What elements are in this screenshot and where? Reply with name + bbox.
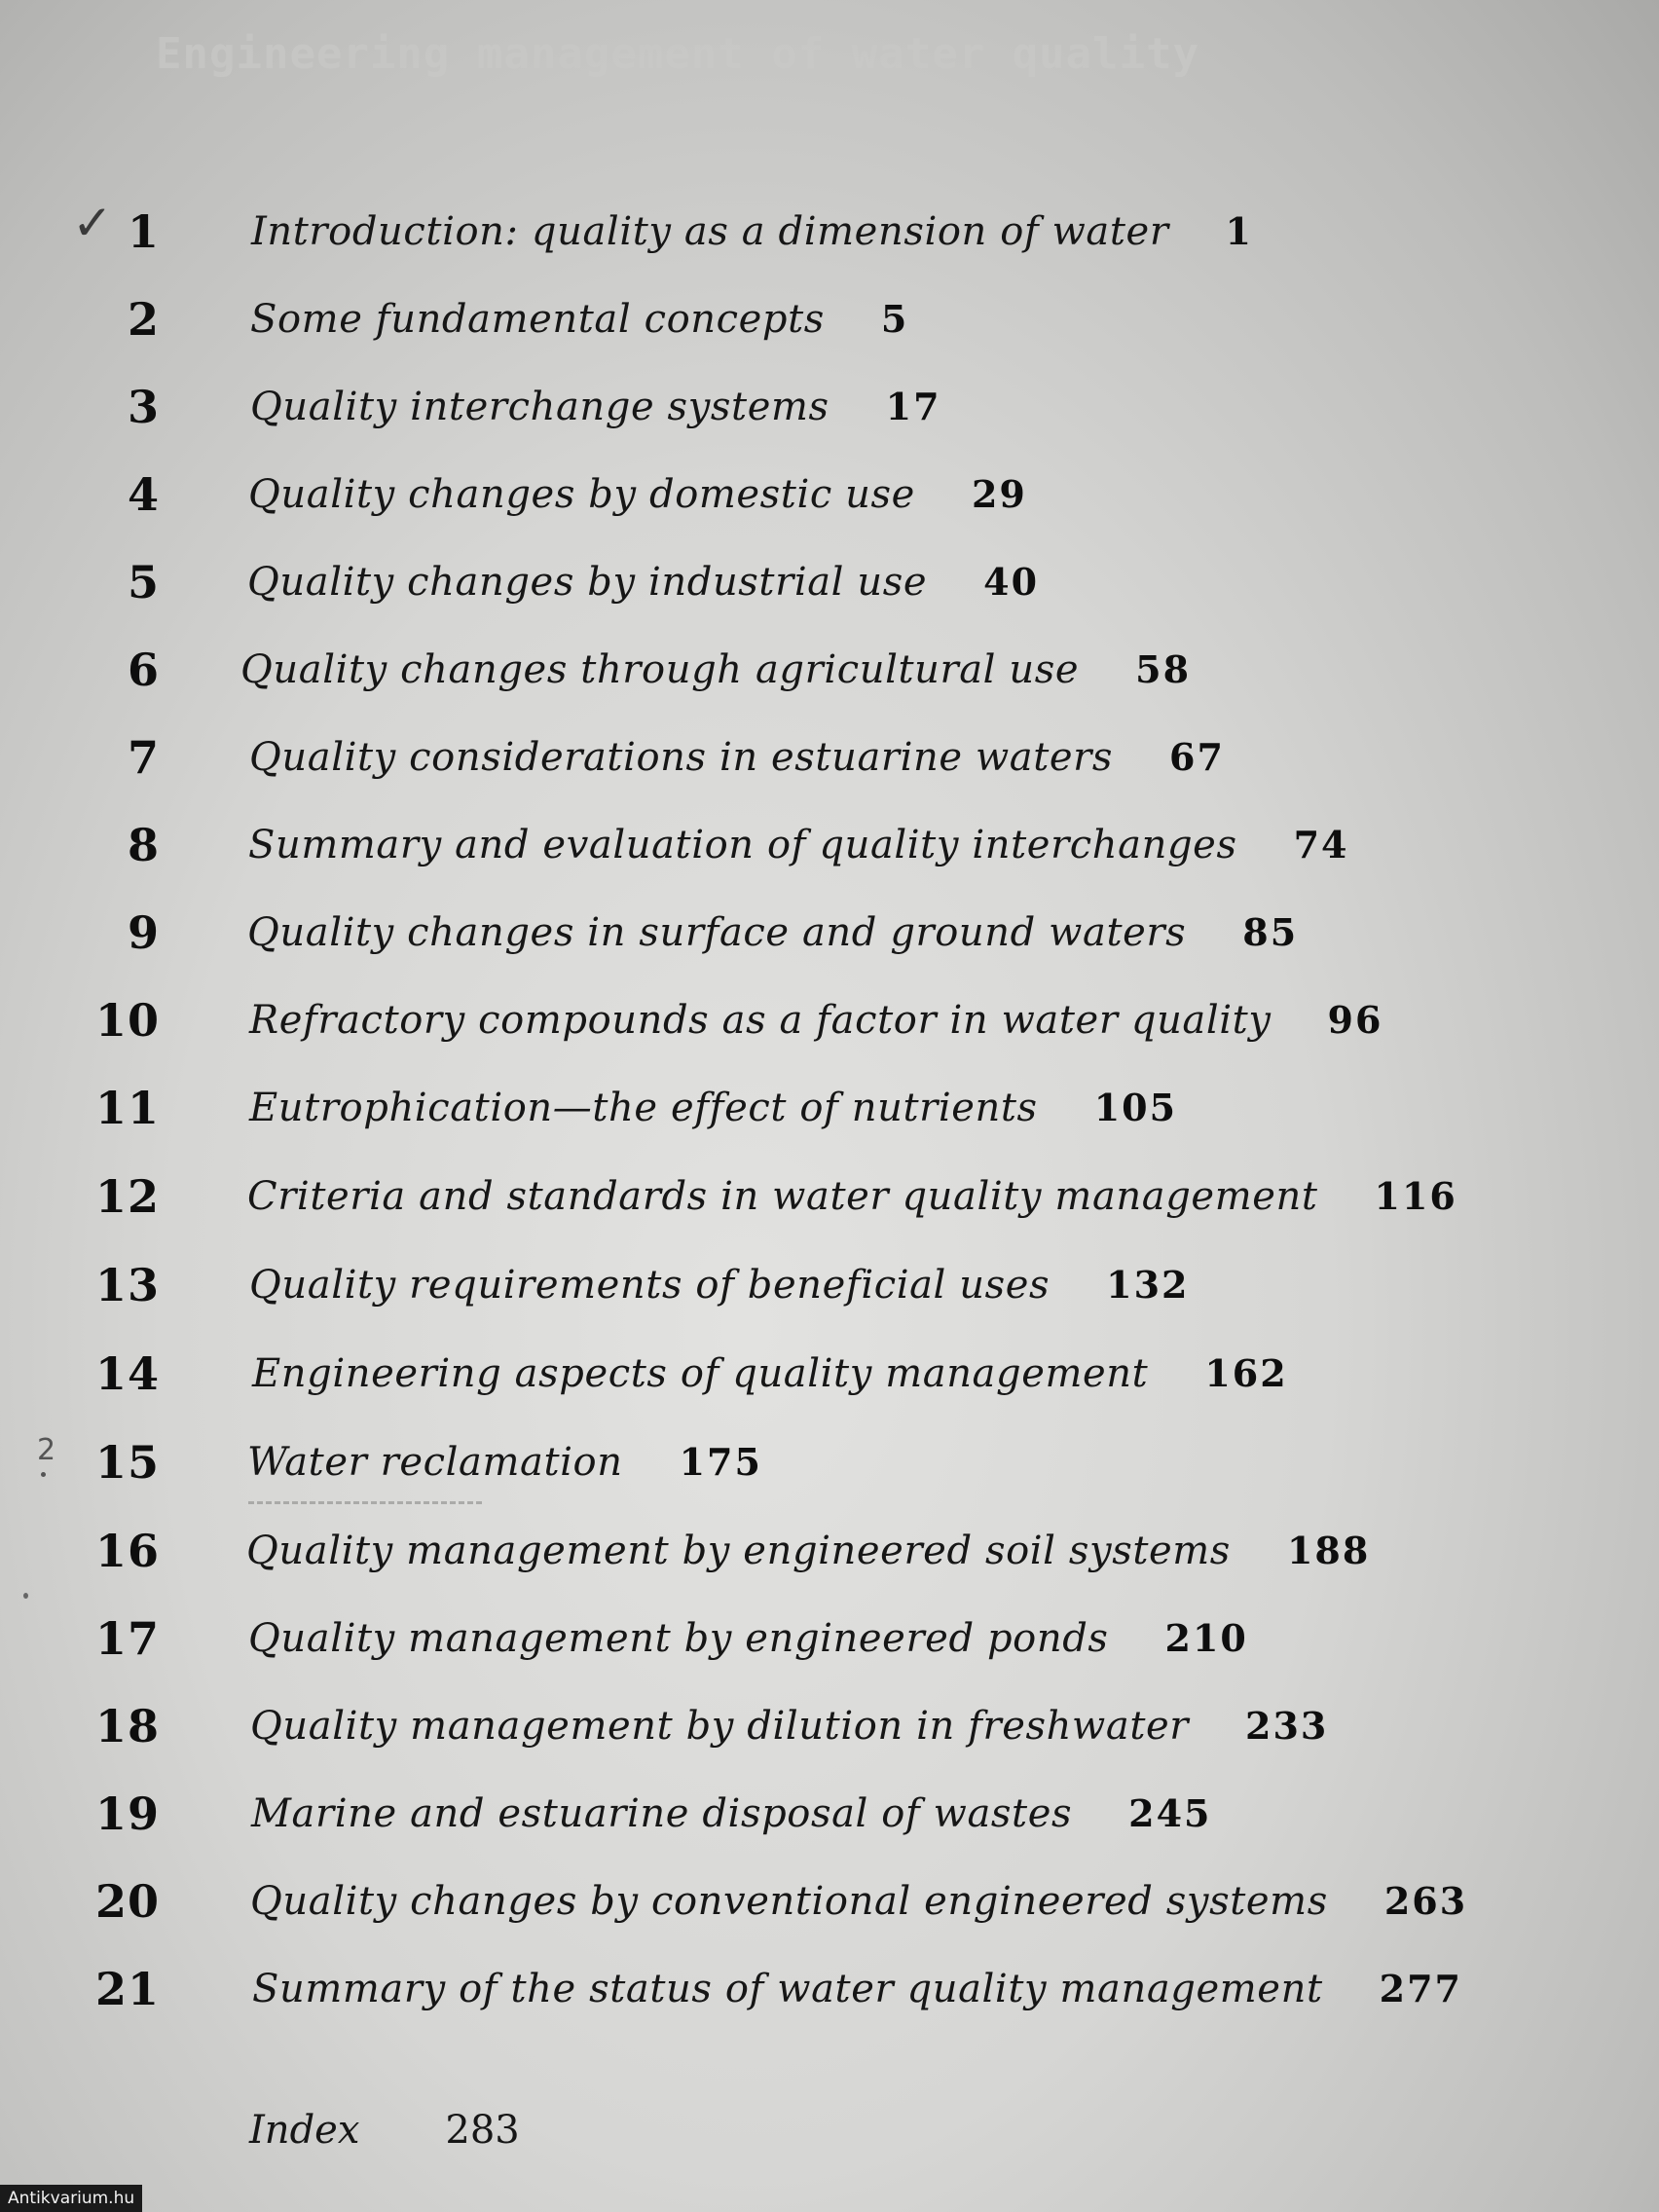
index-page-number: 283	[445, 2108, 520, 2153]
chapter-line	[250, 1872, 1467, 1938]
chapter-number: 3	[127, 381, 160, 433]
chapter-line	[249, 1256, 1189, 1322]
faded-page-header: Engineering management of water quality	[156, 29, 1200, 79]
chapter-number: 15	[94, 1436, 160, 1489]
chapter-page-number: 116	[1374, 1174, 1457, 1218]
toc-entry	[0, 203, 1659, 271]
chapter-page-number: 162	[1204, 1351, 1288, 1395]
chapter-number: 11	[94, 1082, 160, 1134]
chapter-title: Some fundamental concepts	[250, 297, 825, 342]
chapter-page-number: 96	[1327, 998, 1383, 1042]
toc-entry	[0, 1522, 1659, 1590]
chapter-title: Engineering aspects of quality management	[252, 1351, 1149, 1396]
chapter-page-number: 74	[1293, 823, 1349, 866]
chapter-title: Water reclamation	[247, 1440, 623, 1485]
toc-entry	[0, 1609, 1659, 1677]
toc-entry	[0, 465, 1659, 534]
chapter-title: Marine and estuarine disposal of wastes	[251, 1791, 1073, 1836]
chapter-page-number: 29	[971, 472, 1027, 516]
chapter-title: Introduction: quality as a dimension of water	[251, 209, 1169, 254]
chapter-title: Quality management by dilution in freshwater	[250, 1704, 1189, 1749]
chapter-number: 4	[127, 468, 160, 521]
chapter-page-number: 233	[1245, 1704, 1329, 1748]
chapter-title: Eutrophication—the effect of nutrients	[249, 1086, 1038, 1130]
chapter-line	[248, 1609, 1248, 1676]
chapter-title: Quality changes by industrial use	[247, 560, 928, 605]
chapter-line	[250, 378, 941, 444]
watermark: Antikvarium.hu	[0, 2185, 142, 2212]
chapter-line	[248, 816, 1348, 882]
chapter-number: 14	[94, 1347, 160, 1400]
chapter-line	[251, 203, 1253, 269]
chapter-page-number: 132	[1106, 1263, 1190, 1307]
chapter-line	[250, 1697, 1328, 1763]
chapter-page-number: 245	[1128, 1791, 1212, 1835]
chapter-line	[247, 1433, 762, 1499]
chapter-page-number: 58	[1135, 647, 1192, 691]
chapter-page-number: 175	[679, 1440, 762, 1484]
toc-entry	[0, 553, 1659, 621]
chapter-number: 12	[94, 1170, 160, 1223]
chapter-line	[247, 903, 1298, 970]
chapter-line	[248, 465, 1027, 532]
chapter-page-number: 210	[1164, 1616, 1248, 1660]
toc-entry	[0, 1167, 1659, 1235]
chapter-page-number: 40	[983, 560, 1040, 604]
toc-entry	[0, 1345, 1659, 1413]
toc-entry	[0, 1433, 1659, 1501]
margin-pencil-mark: 2	[37, 1433, 56, 1467]
chapter-number: 21	[94, 1963, 160, 2015]
toc-entry	[0, 728, 1659, 796]
chapter-title: Quality requirements of beneficial uses	[249, 1263, 1051, 1308]
chapter-number: 1	[127, 205, 160, 258]
chapter-title: Quality changes by conventional engineered systems	[250, 1879, 1328, 1924]
toc-entry	[0, 991, 1659, 1059]
chapter-line	[252, 1960, 1462, 2026]
handwritten-checkmark: ✓	[72, 195, 113, 251]
chapter-number: 9	[127, 906, 160, 959]
chapter-number: 19	[94, 1788, 160, 1840]
toc-entry	[0, 1872, 1659, 1940]
chapter-number: 5	[127, 556, 160, 608]
chapter-number: 18	[94, 1700, 160, 1752]
chapter-title: Refractory compounds as a factor in water quality	[249, 998, 1272, 1043]
chapter-page-number: 277	[1379, 1967, 1462, 2010]
toc-entry	[0, 1256, 1659, 1324]
chapter-title: Criteria and standards in water quality management	[247, 1174, 1318, 1219]
chapter-line	[249, 728, 1225, 794]
chapter-page-number: 17	[885, 385, 941, 428]
chapter-line	[247, 1167, 1457, 1234]
chapter-number: 16	[94, 1525, 160, 1577]
toc-entry	[0, 641, 1659, 709]
chapter-page-number: 85	[1242, 910, 1299, 954]
chapter-number: 8	[127, 819, 160, 871]
toc-entry	[0, 903, 1659, 972]
chapter-number: 7	[127, 731, 160, 784]
chapter-title: Summary of the status of water quality management	[252, 1967, 1323, 2011]
chapter-line	[246, 1522, 1370, 1588]
chapter-line	[251, 1785, 1211, 1851]
chapter-page-number: 263	[1383, 1879, 1468, 1923]
toc-entry	[0, 816, 1659, 884]
chapter-number: 13	[94, 1259, 160, 1311]
toc-entry	[0, 1697, 1659, 1765]
chapter-number: 20	[94, 1875, 160, 1928]
toc-entry	[0, 1960, 1659, 2028]
chapter-line	[240, 641, 1191, 707]
toc-entry	[0, 290, 1659, 358]
chapter-title: Quality considerations in estuarine waters	[249, 735, 1114, 780]
chapter-title: Summary and evaluation of quality interchanges	[248, 823, 1237, 867]
chapter-line	[249, 991, 1382, 1057]
chapter-number: 2	[127, 293, 160, 346]
chapter-title: Quality changes by domestic use	[248, 472, 915, 517]
chapter-title: Quality changes through agricultural use	[240, 647, 1080, 692]
chapter-title: Quality interchange systems	[250, 385, 830, 429]
chapter-page-number: 188	[1286, 1529, 1371, 1572]
margin-dot	[23, 1593, 28, 1599]
index-entry	[249, 2101, 520, 2167]
chapter-number: 6	[127, 644, 160, 696]
chapter-line	[247, 553, 1039, 619]
chapter-title: Quality management by engineered soil systems	[246, 1529, 1231, 1573]
toc-entry	[0, 1785, 1659, 1853]
chapter-page-number: 5	[880, 297, 909, 341]
chapter-number: 10	[94, 994, 160, 1047]
chapter-page-number: 67	[1169, 735, 1225, 779]
chapter-line	[250, 290, 908, 356]
chapter-title: Quality management by engineered ponds	[248, 1616, 1109, 1661]
chapter-page-number: 1	[1225, 209, 1253, 253]
chapter-line	[249, 1079, 1177, 1145]
toc-entry	[0, 1079, 1659, 1147]
chapter-number: 17	[94, 1612, 160, 1665]
toc-entry	[0, 378, 1659, 446]
chapter-page-number: 105	[1093, 1086, 1178, 1129]
chapter-line	[252, 1345, 1288, 1411]
chapter-title: Quality changes in surface and ground waters	[247, 910, 1187, 955]
index-label: Index	[249, 2108, 360, 2153]
pencil-underline	[248, 1501, 482, 1504]
